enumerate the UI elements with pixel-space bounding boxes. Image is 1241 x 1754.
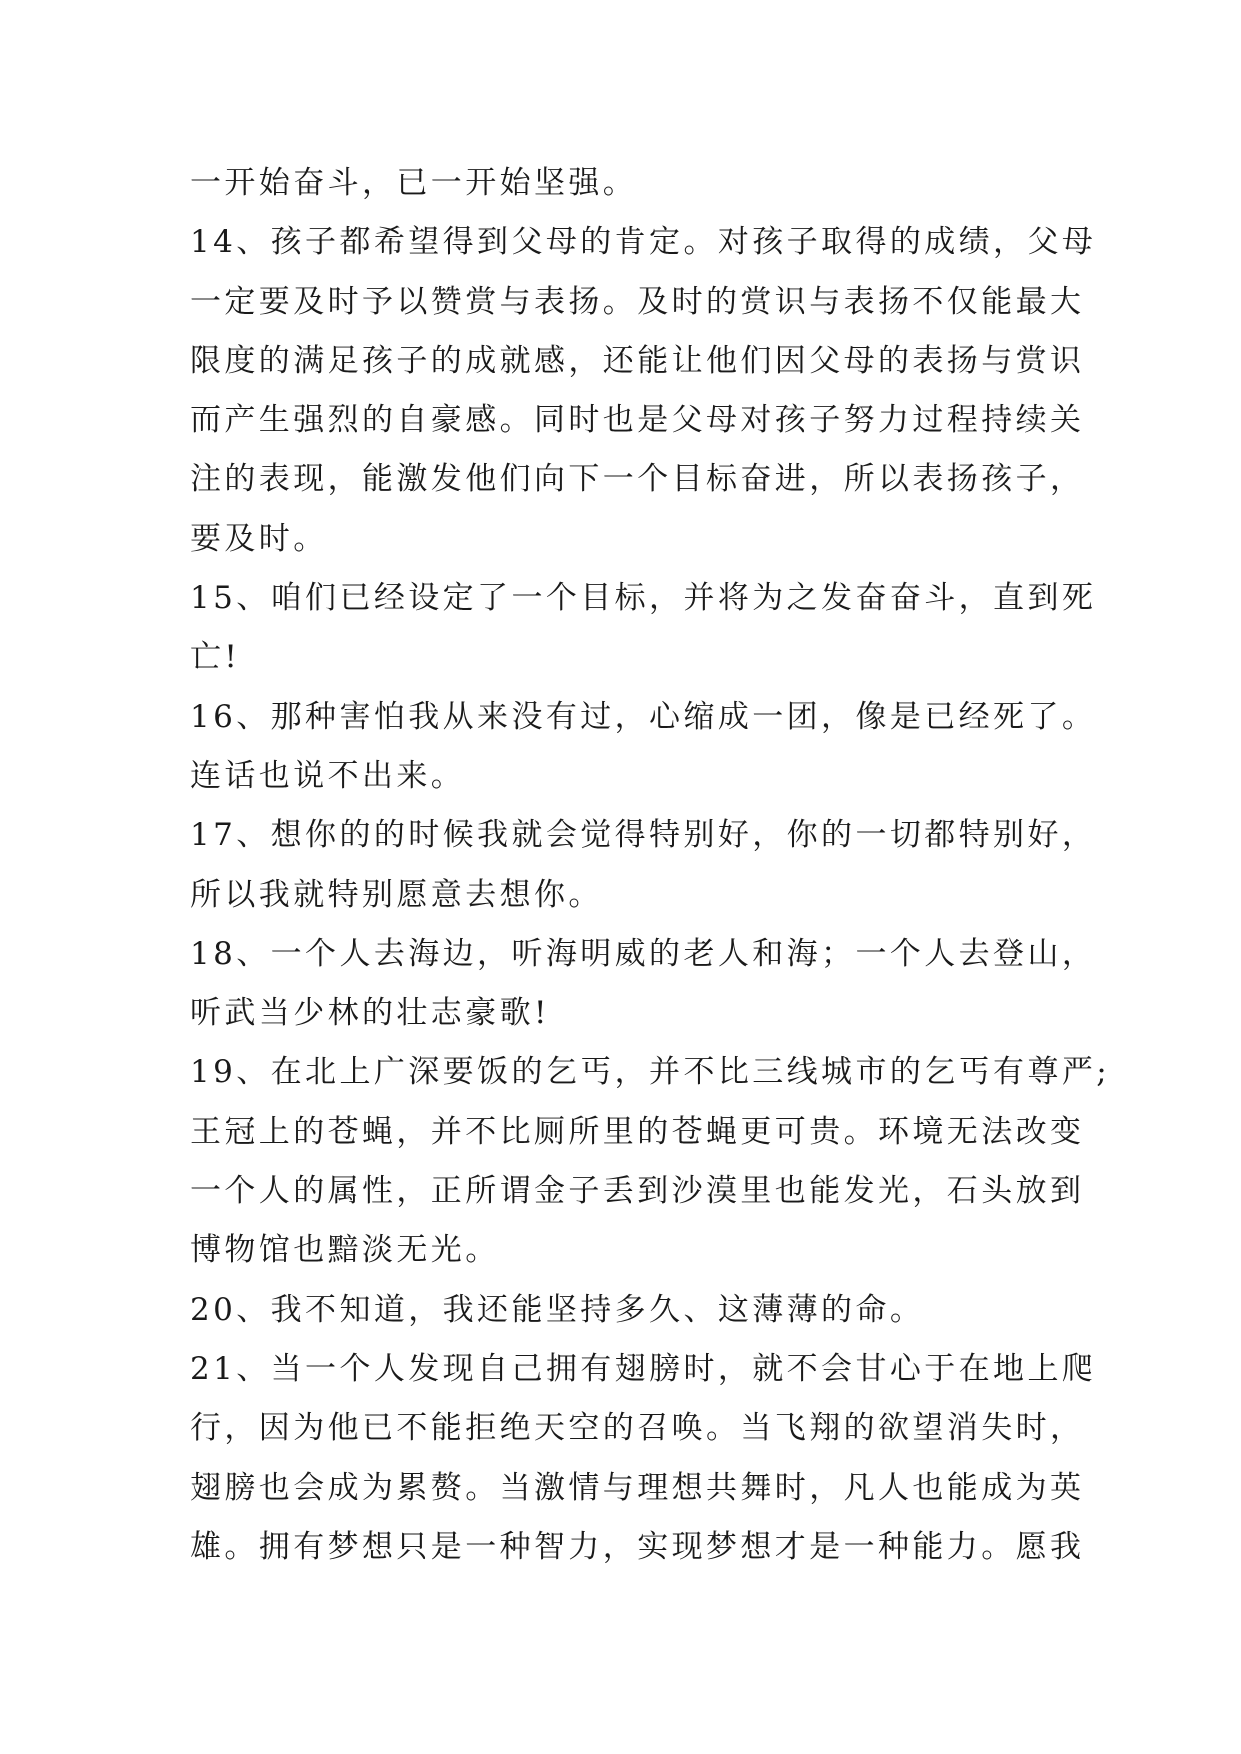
- text-line: 限度的满足孩子的成就感，还能让他们因父母的表扬与赏识: [190, 342, 1085, 379]
- text-line: 亡!: [190, 639, 241, 676]
- text-line: 王冠上的苍蝇，并不比厕所里的苍蝇更可贵。环境无法改变: [190, 1113, 1085, 1150]
- text-line: 19、在北上广深要饭的乞丐，并不比三线城市的乞丐有尊严;: [190, 1054, 1111, 1091]
- text-line: 翅膀也会成为累赘。当激情与理想共舞时，凡人也能成为英: [190, 1469, 1085, 1506]
- text-line: 17、想你的的时候我就会觉得特别好，你的一切都特别好，: [190, 817, 1097, 854]
- text-line: 雄。拥有梦想只是一种智力，实现梦想才是一种能力。愿我: [190, 1528, 1085, 1565]
- text-line: 14、孩子都希望得到父母的肯定。对孩子取得的成绩，父母: [190, 224, 1097, 261]
- text-line: 15、咱们已经设定了一个目标，并将为之发奋奋斗，直到死: [190, 580, 1097, 617]
- text-line: 听武当少林的壮志豪歌!: [190, 995, 550, 1032]
- text-line: 一开始奋斗，已一开始坚强。: [190, 165, 638, 201]
- text-line: 连话也说不出来。: [190, 757, 466, 794]
- text-line: 一定要及时予以赞赏与表扬。及时的赏识与表扬不仅能最大: [190, 283, 1085, 320]
- text-line: 18、一个人去海边，听海明威的老人和海；一个人去登山，: [190, 935, 1097, 972]
- text-line: 而产生强烈的自豪感。同时也是父母对孩子努力过程持续关: [190, 402, 1085, 439]
- text-line: 16、那种害怕我从来没有过，心缩成一团，像是已经死了。: [190, 698, 1097, 735]
- text-line: 博物馆也黯淡无光。: [190, 1232, 500, 1269]
- text-line: 要及时。: [190, 520, 328, 557]
- text-line: 21、当一个人发现自己拥有翅膀时，就不会甘心于在地上爬: [190, 1350, 1097, 1387]
- text-line: 20、我不知道，我还能坚持多久、这薄薄的命。: [190, 1291, 925, 1328]
- text-line: 注的表现，能激发他们向下一个目标奋进，所以表扬孩子，: [190, 461, 1085, 498]
- text-line: 所以我就特别愿意去想你。: [190, 876, 603, 913]
- body-text: [190, 154, 1111, 1577]
- text-line: 行，因为他已不能拒绝天空的召唤。当飞翔的欲望消失时，: [190, 1410, 1085, 1447]
- text-line: 一个人的属性，正所谓金子丢到沙漠里也能发光，石头放到: [190, 1173, 1085, 1210]
